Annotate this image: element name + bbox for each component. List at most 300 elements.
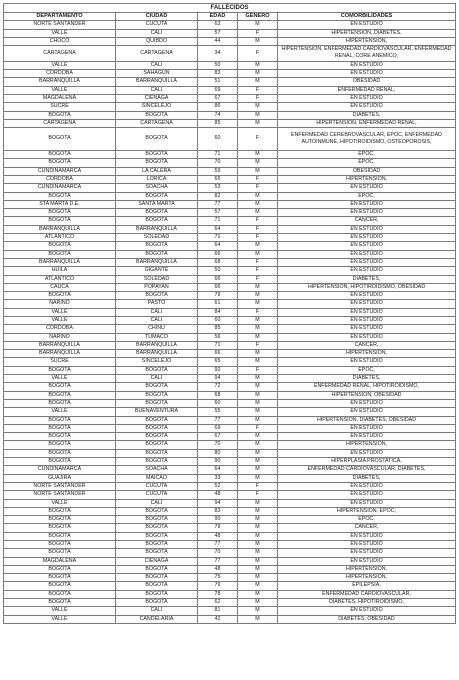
cell-ciudad: CHINU (116, 325, 198, 333)
table-row (4, 441, 456, 449)
cell-edad: 66 (198, 283, 238, 291)
cell-edad: 57 (198, 209, 238, 217)
table-row (4, 267, 456, 275)
cell-genero: M (238, 590, 278, 598)
cell-ciudad: BOGOTA (116, 391, 198, 399)
cell-comorbilidades: EPOC, (278, 366, 456, 374)
cell-comorbilidades: ENFERMEDAD CARDIOVASCULAR, (278, 590, 456, 598)
cell-comorbilidades: EN ESTUDIO (278, 94, 456, 102)
cell-genero: M (238, 565, 278, 573)
table-row (4, 333, 456, 341)
cell-ciudad: BARRANQUILLA (116, 78, 198, 86)
cell-genero: F (238, 86, 278, 94)
header-ciudad: CIUDAD (116, 13, 198, 21)
cell-genero: M (238, 391, 278, 399)
cell-edad: 53 (198, 184, 238, 192)
cell-comorbilidades: HIPERTENSION, (278, 441, 456, 449)
cell-edad: 71 (198, 151, 238, 159)
table-row (4, 557, 456, 565)
cell-genero: M (238, 383, 278, 391)
cell-comorbilidades: EN ESTUDIO (278, 103, 456, 111)
cell-comorbilidades: EN ESTUDIO (278, 250, 456, 258)
table-row (4, 615, 456, 623)
cell-ciudad: LA CALERA (116, 167, 198, 175)
cell-comorbilidades: OBESIDAD (278, 78, 456, 86)
cell-departamento: BARRANQUILLA (4, 258, 116, 266)
cell-departamento: CUNDINAMARCA (4, 466, 116, 474)
cell-ciudad: BOGOTA (116, 424, 198, 432)
table-row (4, 408, 456, 416)
cell-ciudad: BOGOTA (116, 292, 198, 300)
cell-genero: M (238, 21, 278, 29)
cell-departamento: BOGOTA (4, 549, 116, 557)
table-row (4, 283, 456, 291)
cell-edad: 77 (198, 541, 238, 549)
cell-departamento: VALLE (4, 29, 116, 37)
table-row (4, 383, 456, 391)
cell-edad: 71 (198, 234, 238, 242)
cell-comorbilidades: EN ESTUDIO (278, 234, 456, 242)
cell-departamento: NORTE SANTANDER (4, 21, 116, 29)
cell-departamento: CORDOBA (4, 175, 116, 183)
cell-ciudad: QUIBDO (116, 37, 198, 45)
cell-comorbilidades: EPOC, (278, 516, 456, 524)
header-departamento: DEPARTAMENTO (4, 13, 116, 21)
cell-comorbilidades: EN ESTUDIO (278, 300, 456, 308)
cell-genero: M (238, 524, 278, 532)
cell-comorbilidades: EN ESTUDIO (278, 482, 456, 490)
cell-ciudad: BOGOTA (116, 541, 198, 549)
cell-ciudad: BOGOTA (116, 128, 198, 151)
fallecidos-sheet (3, 3, 455, 624)
cell-genero: M (238, 61, 278, 69)
table-row (4, 159, 456, 167)
cell-edad: 79 (198, 524, 238, 532)
cell-genero: M (238, 209, 278, 217)
cell-comorbilidades: HIPERTENSION, (278, 350, 456, 358)
cell-genero: F (238, 217, 278, 225)
cell-edad: 64 (198, 466, 238, 474)
cell-ciudad: BOGOTA (116, 209, 198, 217)
cell-edad: 62 (198, 599, 238, 607)
table-row (4, 275, 456, 283)
cell-genero: M (238, 449, 278, 457)
cell-genero: M (238, 358, 278, 366)
cell-comorbilidades: EN ESTUDIO (278, 209, 456, 217)
cell-ciudad: TUMACO (116, 333, 198, 341)
cell-departamento: BOGOTA (4, 541, 116, 549)
cell-edad: 67 (198, 433, 238, 441)
cell-genero: M (238, 151, 278, 159)
cell-edad: 83 (198, 70, 238, 78)
cell-ciudad: BOGOTA (116, 242, 198, 250)
cell-comorbilidades: HIPERTENSION, (278, 565, 456, 573)
cell-departamento: SUCRE (4, 103, 116, 111)
table-row (4, 325, 456, 333)
cell-departamento: SUCRE (4, 358, 116, 366)
cell-ciudad: CALI (116, 308, 198, 316)
cell-departamento: VALLE (4, 607, 116, 615)
cell-comorbilidades: EPILEPSIA, (278, 582, 456, 590)
cell-edad: 79 (198, 582, 238, 590)
cell-edad: 79 (198, 292, 238, 300)
table-row (4, 433, 456, 441)
cell-genero: M (238, 399, 278, 407)
cell-comorbilidades: EN ESTUDIO (278, 557, 456, 565)
cell-departamento: BOGOTA (4, 159, 116, 167)
table-row (4, 209, 456, 217)
cell-comorbilidades: EN ESTUDIO (278, 433, 456, 441)
cell-genero: M (238, 532, 278, 540)
cell-genero: F (238, 275, 278, 283)
table-row (4, 78, 456, 86)
table-row (4, 532, 456, 540)
cell-edad: 50 (198, 61, 238, 69)
table-row (4, 175, 456, 183)
cell-departamento: BOGOTA (4, 599, 116, 607)
cell-genero: M (238, 119, 278, 127)
cell-comorbilidades: CANCER, (278, 524, 456, 532)
cell-genero: F (238, 308, 278, 316)
cell-edad: 83 (198, 507, 238, 515)
table-row (4, 151, 456, 159)
table-row (4, 300, 456, 308)
cell-edad: 60 (198, 316, 238, 324)
cell-edad: 57 (198, 29, 238, 37)
table-title: FALLECIDOS (4, 4, 456, 13)
cell-departamento: VALLE (4, 316, 116, 324)
cell-ciudad: SINCELEJO (116, 103, 198, 111)
cell-edad: 92 (198, 366, 238, 374)
cell-edad: 71 (198, 341, 238, 349)
cell-comorbilidades: DIABETES, (278, 375, 456, 383)
cell-comorbilidades: EPOC, (278, 192, 456, 200)
cell-comorbilidades: HIPERPLASIA PROSTATICA, (278, 458, 456, 466)
cell-comorbilidades: DIABETES, OBESIDAD (278, 615, 456, 623)
cell-ciudad: BOGOTA (116, 582, 198, 590)
cell-departamento: MAGDALENA (4, 557, 116, 565)
cell-edad: 51 (198, 78, 238, 86)
cell-genero: M (238, 599, 278, 607)
cell-departamento: BOGOTA (4, 574, 116, 582)
cell-departamento: VALLE (4, 61, 116, 69)
cell-ciudad: BOGOTA (116, 532, 198, 540)
cell-edad: 33 (198, 474, 238, 482)
cell-comorbilidades: EN ESTUDIO (278, 499, 456, 507)
cell-ciudad: BUENAVENTURA (116, 408, 198, 416)
cell-comorbilidades: EN ESTUDIO (278, 541, 456, 549)
table-row (4, 61, 456, 69)
cell-edad: 69 (198, 424, 238, 432)
cell-comorbilidades: EN ESTUDIO (278, 358, 456, 366)
cell-departamento: BOGOTA (4, 391, 116, 399)
cell-departamento: BARRANQUILLA (4, 341, 116, 349)
cell-ciudad: BOGOTA (116, 151, 198, 159)
cell-comorbilidades: HIPERTENSION, DIABETES, (278, 29, 456, 37)
cell-edad: 78 (198, 590, 238, 598)
cell-edad: 48 (198, 491, 238, 499)
cell-comorbilidades: HIPERTENSION, EPOC, (278, 507, 456, 515)
cell-departamento: BOGOTA (4, 111, 116, 119)
cell-genero: F (238, 225, 278, 233)
cell-ciudad: GIGANTE (116, 267, 198, 275)
cell-comorbilidades: EN ESTUDIO (278, 549, 456, 557)
cell-comorbilidades: EN ESTUDIO (278, 225, 456, 233)
cell-ciudad: POPAYAN (116, 283, 198, 291)
table-row (4, 449, 456, 457)
cell-departamento: VALLE (4, 499, 116, 507)
cell-ciudad: BOGOTA (116, 574, 198, 582)
table-head (4, 4, 456, 21)
cell-comorbilidades: HIPERTENSION, ENFERMEDAD RENAL, (278, 119, 456, 127)
title-row (4, 4, 456, 13)
cell-edad: 55 (198, 408, 238, 416)
cell-ciudad: CUCUTA (116, 491, 198, 499)
cell-edad: 66 (198, 275, 238, 283)
cell-comorbilidades: EN ESTUDIO (278, 424, 456, 432)
cell-comorbilidades: DIABETES, (278, 275, 456, 283)
table-row (4, 516, 456, 524)
cell-edad: 77 (198, 416, 238, 424)
cell-genero: M (238, 607, 278, 615)
cell-departamento: BOGOTA (4, 441, 116, 449)
cell-edad: 56 (198, 333, 238, 341)
cell-genero: M (238, 242, 278, 250)
table-row (4, 466, 456, 474)
cell-genero: M (238, 408, 278, 416)
cell-comorbilidades: DIABETES, HIPOTIROIDISMO, (278, 599, 456, 607)
cell-ciudad: BOGOTA (116, 507, 198, 515)
cell-edad: 64 (198, 242, 238, 250)
cell-edad: 77 (198, 557, 238, 565)
cell-departamento: HUILA (4, 267, 116, 275)
cell-edad: 69 (198, 86, 238, 94)
cell-ciudad: CIENAGA (116, 94, 198, 102)
cell-genero: M (238, 375, 278, 383)
cell-genero: M (238, 499, 278, 507)
cell-ciudad: BOGOTA (116, 399, 198, 407)
cell-edad: 86 (198, 103, 238, 111)
cell-ciudad: BOGOTA (116, 599, 198, 607)
cell-edad: 71 (198, 217, 238, 225)
cell-ciudad: BARRANQUILLA (116, 258, 198, 266)
cell-departamento: VALLE (4, 615, 116, 623)
cell-comorbilidades: EN ESTUDIO (278, 449, 456, 457)
cell-genero: M (238, 111, 278, 119)
table-row (4, 308, 456, 316)
cell-departamento: STA MARTA D.E. (4, 200, 116, 208)
cell-genero: M (238, 557, 278, 565)
cell-comorbilidades: EN ESTUDIO (278, 267, 456, 275)
cell-genero: F (238, 267, 278, 275)
cell-ciudad: BOGOTA (116, 416, 198, 424)
cell-departamento: NARIÑO (4, 300, 116, 308)
cell-comorbilidades: CANCER, (278, 341, 456, 349)
cell-departamento: BOGOTA (4, 383, 116, 391)
cell-edad: 67 (198, 94, 238, 102)
cell-genero: F (238, 94, 278, 102)
cell-genero: F (238, 175, 278, 183)
cell-departamento: BOGOTA (4, 366, 116, 374)
table-row (4, 549, 456, 557)
table-row (4, 103, 456, 111)
cell-departamento: NORTE SANTANDER (4, 491, 116, 499)
cell-genero: M (238, 292, 278, 300)
cell-genero: M (238, 300, 278, 308)
cell-edad: 44 (198, 37, 238, 45)
cell-comorbilidades: HIPERTENSION, (278, 37, 456, 45)
cell-edad: 84 (198, 308, 238, 316)
cell-edad: 72 (198, 383, 238, 391)
table-row (4, 399, 456, 407)
cell-genero: M (238, 78, 278, 86)
cell-departamento: NARIÑO (4, 333, 116, 341)
table-row (4, 341, 456, 349)
cell-genero: M (238, 615, 278, 623)
cell-edad: 77 (198, 200, 238, 208)
table-row (4, 258, 456, 266)
header-row (4, 13, 456, 21)
cell-departamento: BOGOTA (4, 242, 116, 250)
table-row (4, 565, 456, 573)
table-row (4, 184, 456, 192)
table-row (4, 474, 456, 482)
cell-departamento: CORDOBA (4, 325, 116, 333)
cell-ciudad: PASTO (116, 300, 198, 308)
cell-genero: F (238, 424, 278, 432)
cell-ciudad: MAICAO (116, 474, 198, 482)
cell-departamento: MAGDALENA (4, 94, 116, 102)
cell-comorbilidades: HIPERTENSION, OBESIDAD (278, 391, 456, 399)
cell-genero: M (238, 159, 278, 167)
cell-ciudad: CALI (116, 61, 198, 69)
cell-departamento: BOGOTA (4, 590, 116, 598)
cell-genero: M (238, 192, 278, 200)
cell-comorbilidades: DIABETES, (278, 111, 456, 119)
cell-genero: M (238, 507, 278, 515)
cell-ciudad: BOGOTA (116, 458, 198, 466)
cell-ciudad: CALI (116, 607, 198, 615)
cell-departamento: BARRANQUILLA (4, 350, 116, 358)
cell-departamento: ATLANTICO (4, 234, 116, 242)
table-row (4, 391, 456, 399)
cell-edad: 80 (198, 449, 238, 457)
cell-departamento: BOGOTA (4, 507, 116, 515)
table-row (4, 416, 456, 424)
cell-edad: 70 (198, 549, 238, 557)
cell-edad: 85 (198, 325, 238, 333)
cell-departamento: CHOCO (4, 37, 116, 45)
table-row (4, 424, 456, 432)
cell-comorbilidades: HIPERTENSION, (278, 574, 456, 582)
cell-comorbilidades: OBESIDAD (278, 167, 456, 175)
cell-ciudad: BOGOTA (116, 383, 198, 391)
table-row (4, 128, 456, 151)
cell-departamento: CUNDINAMARCA (4, 167, 116, 175)
cell-edad: 59 (198, 167, 238, 175)
cell-edad: 70 (198, 441, 238, 449)
cell-departamento: VALLE (4, 375, 116, 383)
cell-edad: 60 (198, 128, 238, 151)
table-row (4, 86, 456, 94)
cell-departamento: BOGOTA (4, 424, 116, 432)
cell-ciudad: BARRANQUILLA (116, 341, 198, 349)
cell-genero: M (238, 433, 278, 441)
table-row (4, 491, 456, 499)
table-row (4, 29, 456, 37)
cell-comorbilidades: EN ESTUDIO (278, 292, 456, 300)
cell-genero: M (238, 516, 278, 524)
cell-ciudad: BOGOTA (116, 217, 198, 225)
cell-ciudad: CANDELARIA (116, 615, 198, 623)
table-row (4, 94, 456, 102)
cell-edad: 64 (198, 225, 238, 233)
cell-ciudad: CARTAGENA (116, 46, 198, 62)
cell-ciudad: BOGOTA (116, 159, 198, 167)
table-row (4, 192, 456, 200)
cell-departamento: BOGOTA (4, 516, 116, 524)
cell-comorbilidades: EN ESTUDIO (278, 258, 456, 266)
cell-ciudad: BOGOTA (116, 590, 198, 598)
cell-edad: 94 (198, 375, 238, 383)
cell-edad: 66 (198, 250, 238, 258)
cell-comorbilidades: HIPERTENSION, DIABETES, OBESIDAD (278, 416, 456, 424)
cell-genero: F (238, 366, 278, 374)
cell-ciudad: CALI (116, 316, 198, 324)
cell-ciudad: BARRANQUILLA (116, 350, 198, 358)
cell-edad: 61 (198, 300, 238, 308)
cell-genero: M (238, 466, 278, 474)
cell-genero: M (238, 70, 278, 78)
cell-departamento: BOGOTA (4, 292, 116, 300)
cell-ciudad: SOLEDAD (116, 275, 198, 283)
table-row (4, 225, 456, 233)
cell-genero: F (238, 29, 278, 37)
table-row (4, 21, 456, 29)
cell-comorbilidades: HIPERTENSION, (278, 175, 456, 183)
cell-genero: M (238, 541, 278, 549)
cell-comorbilidades: HIPERTENSION, HIPOTIROIDISMO, OBESIDAD (278, 283, 456, 291)
cell-ciudad: CALI (116, 29, 198, 37)
cell-genero: M (238, 200, 278, 208)
cell-comorbilidades: EN ESTUDIO (278, 70, 456, 78)
cell-genero: M (238, 167, 278, 175)
cell-edad: 75 (198, 574, 238, 582)
table-row (4, 590, 456, 598)
cell-genero: M (238, 37, 278, 45)
cell-edad: 94 (198, 499, 238, 507)
table-row (4, 524, 456, 532)
cell-genero: F (238, 234, 278, 242)
cell-comorbilidades: HIPERTENSION, ENFERMEDAD CARDIOVASCULAR, ENFERMEDAD RENAL, CORE ANEMICO, (278, 46, 456, 62)
cell-departamento: CAUCA (4, 283, 116, 291)
cell-departamento: ATLANTICO (4, 275, 116, 283)
cell-edad: 48 (198, 532, 238, 540)
table-row (4, 70, 456, 78)
cell-edad: 68 (198, 391, 238, 399)
cell-departamento: BOGOTA (4, 399, 116, 407)
cell-edad: 34 (198, 46, 238, 62)
cell-comorbilidades: EN ESTUDIO (278, 200, 456, 208)
cell-comorbilidades: EN ESTUDIO (278, 242, 456, 250)
cell-departamento: BOGOTA (4, 458, 116, 466)
header-genero: GÉNERO (238, 13, 278, 21)
cell-comorbilidades: ENFERMEDAD CARDIOVASCULAR, DIABETES, (278, 466, 456, 474)
table-row (4, 111, 456, 119)
cell-comorbilidades: EN ESTUDIO (278, 21, 456, 29)
cell-ciudad: CARTAGENA (116, 119, 198, 127)
cell-departamento: BARRANQUILLA (4, 78, 116, 86)
